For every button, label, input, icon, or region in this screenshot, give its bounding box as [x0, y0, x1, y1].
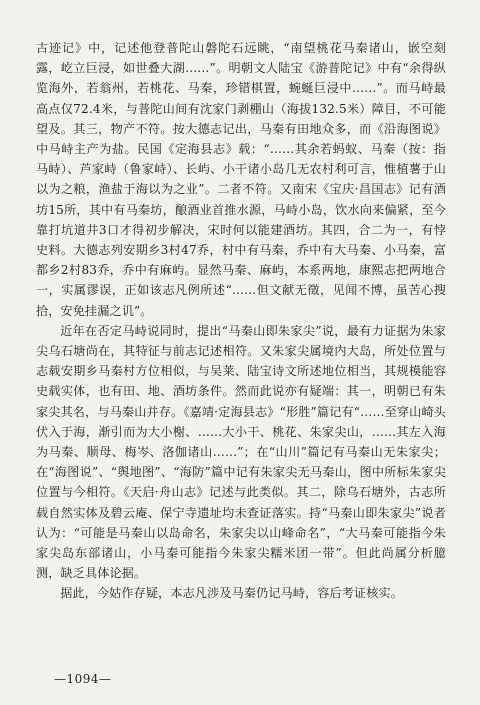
- paragraph-continuation: 古迹记》中，记述他登普陀山磐陀石远眺，“南望桃花马秦诸山，嵌空刻露，屹立巨浸，如世叠大湖……”。明朝文人陆宝《游普陀记》中有“余得纵览海外，若翁州，若桃花、马秦，珍错棋置，蜿蜒巨浸中……”。而马峙最高点仅72.4米，与普陀山间有沈家门剥棚山（海拔132.5米）障目，不可能望及。其三，物产不符。按大德志记出，马秦有田地众多，而《沿海图说》中马峙主产为盐。民国《定海县志》载：“……其余若蚂蚁、马秦（按：指马峙）、芦家峙（鲁家峙）、长屿、小干诸小岛几无农村利可言，惟植薯于山以为之粮，渔盐于海以为之业”。二者不符。又南宋《宝庆·昌国志》记有酒坊15所，其中有马秦坊，酿酒业首推水源，马峙小岛，饮水向来偏紧，至今靠打坑道井3口才得初步解决，宋时何以能建酒坊。其四，合二为一，有悖史料。大德志列安期乡3村47乔，村中有马秦，乔中有大马秦、小马秦，富都乡2村83乔，乔中有麻屿。显然马秦、麻屿，本系两地，康熙志把两地合一，实属谬误，正如该志凡例所述“……但文献无徵，见闻不博，虽苦心搜拾，安免挂漏之讥”。: [36, 41, 446, 318]
- paragraph-conclusion: 据此，今姑作存疑，本志凡涉及马秦仍记马峙，容后考证核实。: [60, 586, 404, 601]
- body-text: [36, 38, 446, 604]
- page-number: —1094—: [54, 672, 112, 686]
- paragraph-zhujiajian: 近年在否定马峙说同时，提出“马秦山即朱家尖”说，最有力证据为朱家尖乌石塘尚在，其特征与前志记述相符。又朱家尖属境内大岛，所处位置与志载安期乡马秦村方位相似，与吴莱、陆宝诗文所述地位相当，其规模能容史载实体，也有田、地、酒坊条件。然而此说亦有疑端：其一，明朝已有朱家尖其名，与马秦山并存。《嘉靖·定海县志》“形胜”篇记有“……至穿山崎头伏入于海，渐引而为大小榭、……大小干、桃花、朱家尖山，……其左入海为马秦、顺母、梅岑、洛伽诸山……”；在“山川”篇记有马秦山无朱家尖；在“海图说”、“舆地图”、“海防”篇中记有朱家尖无马秦山，图中所标朱家尖位置与今相符。《天启·舟山志》记述与此类似。其二，除乌石塘外，古志所载自然实体及碧云庵、保宁寺遗址均未查证落实。持“马秦山即朱家尖”说者认为：“可能是马秦山以岛命名，朱家尖以山峰命名”，“大马秦可能指今朱家尖岛东部诸山，小马秦可能指今朱家尖糯米团一带”。但此尚属分析臆测，缺乏具体论据。: [36, 323, 446, 581]
